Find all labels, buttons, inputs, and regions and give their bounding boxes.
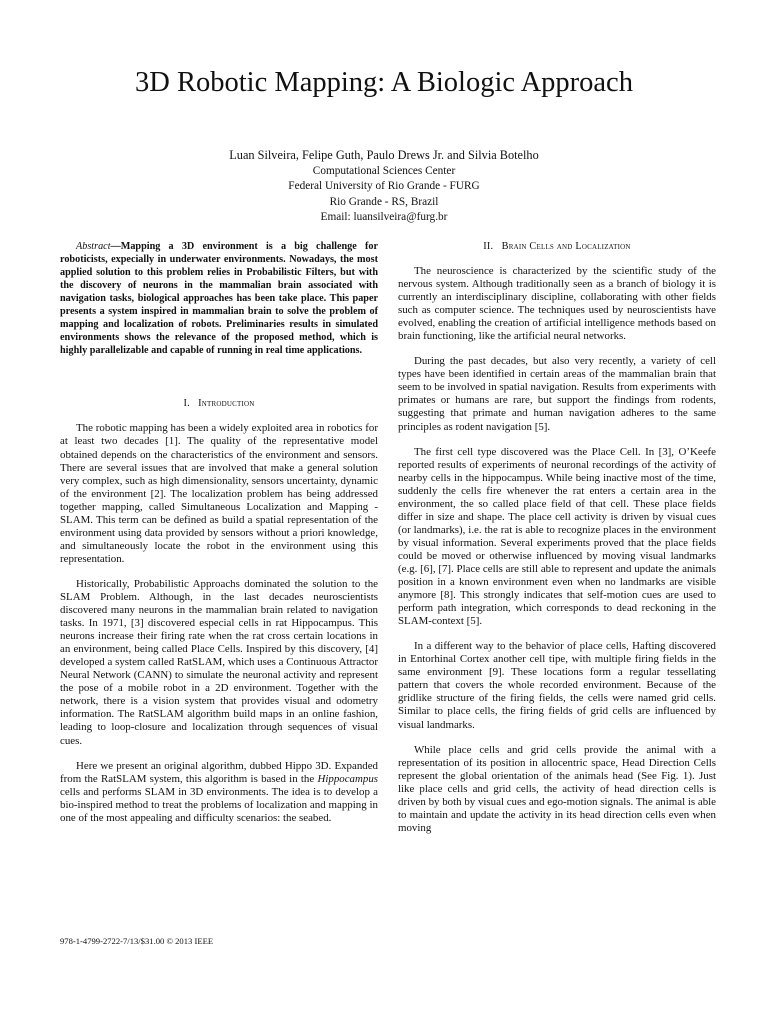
intro-paragraph-3-text-end: cells and performs SLAM in 3D environments. The idea is to develop a bio-inspired method to treat the problems of localization and mapping in one of the most appealing and difficulty scenarios: the seabed. bbox=[60, 785, 378, 824]
section-title: Brain Cells and Localization bbox=[501, 241, 631, 252]
right-column bbox=[398, 240, 716, 835]
intro-paragraph-2: Historically, Probabilistic Approachs dominated the solution to the SLAM Problem. Although, in the last decades neuroscientists discovered many neurons in the mammalian brain related to navigation tasks. In 1971, [3] discovered especial cells in rat Hippocampus. This neurons increase their firing rate when the rat cross certain locations in an environment, being called Place Cells. Inspired by this discovery, [4] developed a system called RatSLAM, which uses a Continuous Attractor Neural Network (CANN) to simulate the neuronal activity and represent the pose of a mobile robot in a 2D environment. Together with the network, there is a vision system that provides visual and odometry information. The RatSLAM algorithm build maps in an online fashion, leading to loop-closure and localization through sequences of visual cues. bbox=[60, 577, 378, 747]
copyright-footer: 978-1-4799-2722-7/13/$31.00 © 2013 IEEE bbox=[60, 936, 214, 946]
affiliation-location: Rio Grande - RS, Brazil bbox=[329, 195, 439, 208]
abstract-block bbox=[60, 240, 378, 357]
brain-paragraph-5: While place cells and grid cells provide the animal with a representation of its position in allocentric space, Head Direction Cells represent the global orientation of the animals head (See Fig. 1). Just like place cells and grid cells, the activity of head direction cells is driven by both by visual cues and ego-motion signals. The animal is able to maintain and update the activity in its head direction cells even when moving bbox=[398, 743, 716, 834]
brain-paragraph-4: In a different way to the behavior of place cells, Hafting discovered in Entorhinal Cortex another cell tipe, with multiple firing fields in the same environment [9]. These locations form a regular tessellating pattern that covers the whole recorded environment. Because of the gridlike structure of the firing fields, the cells were named grid cells. Similar to place cells, the firing fields of grid cells are influenced by visual landmarks. bbox=[398, 640, 716, 731]
affiliation-email: Email: luansilveira@furg.br bbox=[320, 211, 448, 224]
brain-paragraph-1: The neuroscience is characterized by the scientific study of the nervous system. Although traditionally seen as a branch of biology it is currently an interdisciplinary discipline, collaborating with other fields such as computer science. The techniques used by neuroscientists have evolved, enabling the creation of artificial intelligence methods based on brain functioning, like the artificial neural networks. bbox=[398, 265, 716, 343]
section-heading-brain-cells bbox=[398, 240, 716, 253]
abstract-dash: — bbox=[110, 241, 121, 252]
intro-paragraph-3 bbox=[60, 760, 378, 825]
abstract-paragraph bbox=[60, 240, 378, 357]
affiliation-university: Federal University of Rio Grande - FURG bbox=[288, 180, 480, 193]
affiliation-block bbox=[40, 164, 728, 226]
abstract-label: Abstract bbox=[76, 241, 111, 252]
hippocampus-italic: Hippocampus bbox=[317, 772, 378, 785]
section-numeral: I. bbox=[183, 398, 190, 410]
left-column bbox=[60, 240, 378, 825]
author-list: Luan Silveira, Felipe Guth, Paulo Drews Jr. and Silvia Botelho bbox=[229, 148, 539, 162]
brain-paragraph-2: During the past decades, but also very recently, a variety of cell types have been identified in certain areas of the mammalian brain that seem to be involved in spatial navigation. Results from experiments with primates or humans are rare, but support the findings from rodents, suggesting that primate and human navigation adheres to the same principles as rodent navigation [5]. bbox=[398, 355, 716, 433]
section-heading-introduction bbox=[60, 397, 378, 410]
affiliation-department: Computational Sciences Center bbox=[312, 165, 456, 177]
paper-title: 3D Robotic Mapping: A Biologic Approach bbox=[135, 67, 633, 98]
brain-paragraph-3: The first cell type discovered was the Place Cell. In [3], O’Keefe reported results of experiments of neuronal recordings of the activity of nearby cells in the hippocampus. While being inactive most of the time, suddenly the cells fire whenever the rat enters a certain area in the environment, the so called place field of that cell. These place fields differ in size and shape. The place cell activity is driven by visual cues (or landmarks), i.e. the rat is able to recognize places in the environment by visual information. Several experiments proved that the place fields could be moved or otherwise influenced by moving visual landmarks (e.g. [6], [7]. Place cells are still able to represent and update the animals position in a known environment even when no landmarks are visible anymore [8]. This strongly indicates that self-motion cues are used to perform path integration, which corresponds to dead reckoning in the SLAM-context [5]. bbox=[398, 445, 716, 628]
section-title: Introduction bbox=[198, 398, 255, 410]
abstract-text: Mapping a 3D environment is a big challenge for roboticists, expecially in underwater environments. Nowadays, the most applied solution to this problem relies in Probabilistic Filters, but with the discovery of neurons in the mammalian brain associated with navigation tasks, biological approaches has been take place. This paper presents a system inspired in mammalian brain to solve the problem of mapping and localization of robots. Preliminaries results in simulated environments shows the relevance of the proposed method, which is highly parallelizable and capable of running in real time applications. bbox=[60, 241, 378, 357]
section-numeral: II. bbox=[483, 241, 494, 252]
intro-paragraph-3-text: Here we present an original algorithm, dubbed Hippo 3D. Expanded from the RatSLAM system, this algorithm is based in the bbox=[60, 759, 378, 785]
intro-paragraph-1: The robotic mapping has been a widely exploited area in robotics for at least two decades [1]. The quality of the representative model obtained depends on the characteristics of the environment and sensors. There are several issues that are involved that make a general solution very complex, such as high dimensionality, sensors uncertainty, dynamic of the environment [2]. The localization problem has being addressed together mapping, called Simultaneous Localization and Mapping - SLAM. This term can be defined as build a spatial representation of the environment using data provided by sensors without a priori knowledge, and simultaneously locate the robot in the environment using this representation. bbox=[60, 422, 378, 565]
